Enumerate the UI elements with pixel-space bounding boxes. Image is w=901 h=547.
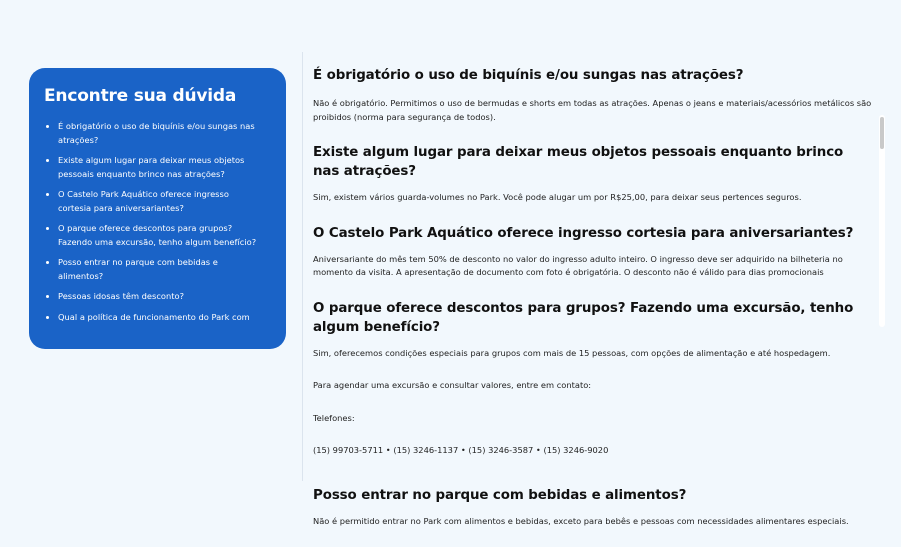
faq-index-scrollbar[interactable] xyxy=(879,115,885,327)
faq-answer: Não é obrigatório. Permitimos o uso de bermudas e shorts em todas as atrações. Apenas o jeans e materiais/acessórios metálicos são proibidos (norma para segurança de todos). xyxy=(313,98,872,122)
faq-index-item[interactable]: • Pessoas idosas têm desconto? xyxy=(58,290,264,304)
faq-section xyxy=(313,143,873,205)
faq-question: Existe algum lugar para deixar meus objetos pessoais enquanto brinco nas atrações? xyxy=(313,145,844,179)
faq-section xyxy=(313,66,873,124)
faq-answer: Sim, oferecemos condições especiais para grupos com mais de 15 pessoas, com opções de alimentação e até hospedagem. xyxy=(313,347,831,358)
faq-index-card xyxy=(29,68,286,349)
faq-index-item[interactable]: • O Castelo Park Aquático oferece ingresso cortesia para aniversariantes? xyxy=(58,188,264,215)
faq-answer-phone-numbers: (15) 99703-5711 • (15) 3246-1137 • (15) 3246-3587 • (15) 3246-9020 xyxy=(313,445,609,455)
faq-question: O parque oferece descontos para grupos? Fazendo uma excursão, tenho algum benefício? xyxy=(313,300,854,335)
faq-answer-phones-label: Telefones: xyxy=(313,412,355,423)
faq-answer: Sim, existem vários guarda-volumes no Park. Você pode alugar um por R$25,00, para deixar seus pertences seguros. xyxy=(313,192,802,202)
faq-index-item[interactable]: • Existe algum lugar para deixar meus objetos pessoais enquanto brinco nas atrações? xyxy=(58,154,264,181)
faq-index-item[interactable]: • Qual a política de funcionamento do Park com xyxy=(58,311,264,325)
faq-index-title: Encontre sua dúvida xyxy=(44,86,237,106)
faq-index-item[interactable]: • Posso entrar no parque com bebidas e alimentos? xyxy=(58,256,264,283)
faq-index-item[interactable]: • O parque oferece descontos para grupos? Fazendo uma excursão, tenho algum benefício? xyxy=(58,222,264,249)
faq-content xyxy=(313,66,873,547)
faq-section xyxy=(313,224,873,280)
faq-index-list[interactable] xyxy=(44,120,286,328)
scrollbar-thumb[interactable] xyxy=(880,117,884,149)
faq-question: É obrigatório o uso de biquínis e/ou sungas nas atrações? xyxy=(313,68,744,83)
column-divider xyxy=(302,52,303,481)
faq-answer-contact: Para agendar uma excursão e consultar valores, entre em contato: xyxy=(313,380,592,390)
faq-section xyxy=(313,299,873,458)
faq-answer: Não é permitido entrar no Park com alimentos e bebidas, exceto para bebês e pessoas com necessidades alimentares especiais. xyxy=(313,515,849,526)
faq-answer: Aniversariante do mês tem 50% de desconto no valor do ingresso adulto inteiro. O ingresso deve ser adquirido na bilheteria no momento da visita. A apresentação de documento com foto é obrigatória. O desconto não é válido para dias promocionais xyxy=(313,253,843,277)
faq-question: Posso entrar no parque com bebidas e alimentos? xyxy=(313,487,687,503)
faq-section xyxy=(313,486,873,529)
faq-index-item[interactable]: • É obrigatório o uso de biquínis e/ou sungas nas atrações? xyxy=(58,120,264,147)
faq-question: O Castelo Park Aquático oferece ingresso cortesia para aniversariantes? xyxy=(313,225,854,241)
